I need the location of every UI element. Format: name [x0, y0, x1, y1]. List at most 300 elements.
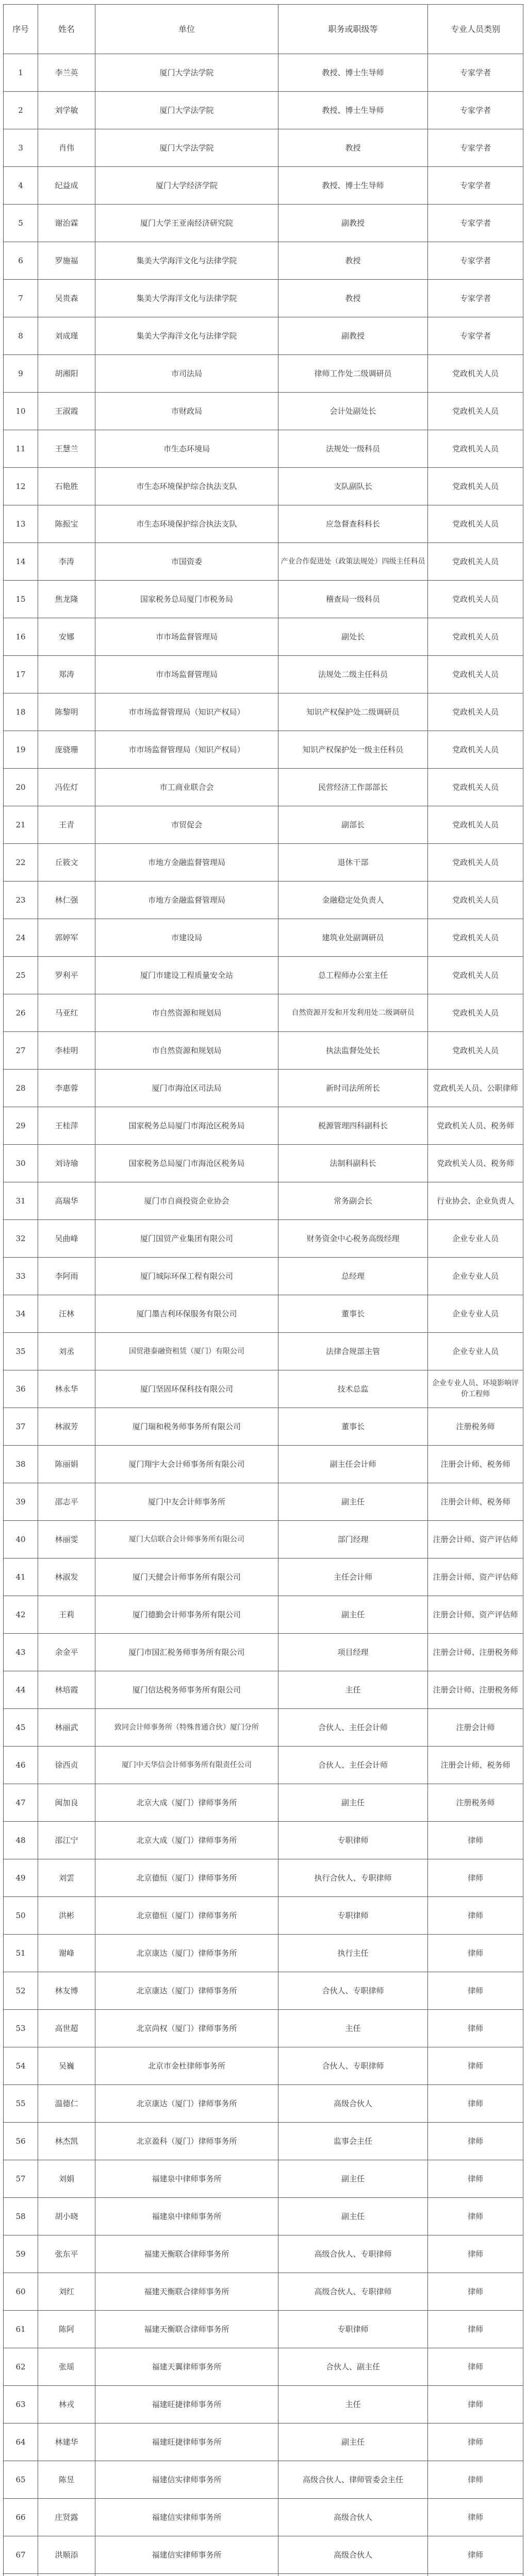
table-row [4, 919, 523, 957]
position-cell: 税源管理四科副科长 [278, 1107, 428, 1145]
table-row [4, 2160, 523, 2198]
category-cell: 党政机关人员 [428, 844, 523, 882]
serial-cell: 47 [4, 1784, 38, 1822]
name-cell: 林丽武 [38, 1709, 95, 1747]
name-cell: 吴曲峰 [38, 1220, 95, 1258]
unit-cell: 北京尚权（厦门）律师事务所 [95, 2010, 278, 2047]
name-cell: 邵江宁 [38, 1822, 95, 1859]
table-row [4, 1446, 523, 1483]
table-row [4, 167, 523, 205]
unit-cell: 北京盈科（厦门）律师事务所 [95, 2123, 278, 2160]
serial-cell: 38 [4, 1446, 38, 1483]
position-cell: 高级合伙人 [278, 2085, 428, 2123]
name-cell: 林淑芳 [38, 1408, 95, 1446]
name-cell: 刘诗瑜 [38, 1145, 95, 1182]
unit-cell: 厦门大学经济学院 [95, 167, 278, 205]
unit-cell: 国贸港泰融资租赁（厦门）有限公司 [95, 1333, 278, 1370]
name-cell: 刘学敏 [38, 92, 95, 129]
name-cell: 林丽雯 [38, 1521, 95, 1558]
category-cell: 律师 [428, 2311, 523, 2348]
position-cell: 主任 [278, 2386, 428, 2424]
unit-cell: 福建信实律师事务所 [95, 2499, 278, 2536]
category-cell: 注册税务师 [428, 1784, 523, 1822]
unit-cell: 北京德恒（厦门）律师事务所 [95, 1897, 278, 1935]
table-row [4, 1145, 523, 1182]
unit-cell: 市司法局 [95, 355, 278, 393]
table-row [4, 2010, 523, 2047]
table-row [4, 2198, 523, 2235]
table-row [4, 1671, 523, 1709]
name-cell: 胡小晓 [38, 2198, 95, 2235]
unit-cell: 集美大学海洋文化与法律学院 [95, 317, 278, 355]
category-cell [428, 2574, 523, 2576]
name-cell: 高世超 [38, 2010, 95, 2047]
category-cell: 专家学者 [428, 205, 523, 242]
serial-cell: 14 [4, 543, 38, 581]
table-row [4, 882, 523, 919]
table-row [4, 844, 523, 882]
category-cell: 专家学者 [428, 280, 523, 317]
serial-cell: 32 [4, 1220, 38, 1258]
unit-cell: 市工商业联合会 [95, 769, 278, 806]
category-cell: 律师 [428, 2273, 523, 2311]
name-cell: 吴巍 [38, 2047, 95, 2085]
name-cell: 安娜 [38, 618, 95, 656]
table-row [4, 2348, 523, 2386]
table-row [4, 2235, 523, 2273]
unit-cell: 厦门中友会计师事务所 [95, 1483, 278, 1521]
table-row [4, 2085, 523, 2123]
serial-cell: 8 [4, 317, 38, 355]
header-name: 姓名 [38, 5, 95, 54]
table-row [4, 280, 523, 317]
serial-cell: 31 [4, 1182, 38, 1220]
serial-cell: 56 [4, 2123, 38, 2160]
position-cell: 合伙人、主任会计师 [278, 1747, 428, 1784]
name-cell: 林仁强 [38, 882, 95, 919]
name-cell: 丘筱文 [38, 844, 95, 882]
category-cell: 律师 [428, 2461, 523, 2499]
unit-cell: 国家税务总局厦门市税务局 [95, 581, 278, 618]
position-cell: 董事长 [278, 1295, 428, 1333]
category-cell: 律师 [428, 2085, 523, 2123]
name-cell: 胡湘阳 [38, 355, 95, 393]
header-row [4, 5, 523, 54]
table-row [4, 806, 523, 844]
position-cell: 新时司法所所长 [278, 1070, 428, 1107]
category-cell: 律师 [428, 1897, 523, 1935]
unit-cell: 福建泉中律师事务所 [95, 2160, 278, 2198]
serial-cell: 64 [4, 2424, 38, 2461]
category-cell: 党政机关人员、税务师 [428, 1145, 523, 1182]
position-cell: 知识产权保护处一级主任科员 [278, 731, 428, 769]
name-cell: 刘娟 [38, 2160, 95, 2198]
table-row [4, 1258, 523, 1295]
category-cell: 党政机关人员 [428, 806, 523, 844]
position-cell: 自然资源开发和开发利用处二级调研员 [278, 994, 428, 1032]
serial-cell: 39 [4, 1483, 38, 1521]
serial-cell: 66 [4, 2499, 38, 2536]
category-cell: 企业专业人员 [428, 1258, 523, 1295]
position-cell: 教授 [278, 280, 428, 317]
unit-cell [95, 2574, 278, 2576]
category-cell: 律师 [428, 2348, 523, 2386]
unit-cell: 福建天衡联合律师事务所 [95, 2273, 278, 2311]
name-cell: 王青 [38, 806, 95, 844]
serial-cell: 35 [4, 1333, 38, 1370]
position-cell: 专职律师 [278, 2311, 428, 2348]
unit-cell: 北京康达（厦门）律师事务所 [95, 2085, 278, 2123]
name-cell: 李兰英 [38, 54, 95, 92]
unit-cell: 厦门市海沧区司法局 [95, 1070, 278, 1107]
position-cell: 执法监督处处长 [278, 1032, 428, 1070]
name-cell: 肖伟 [38, 129, 95, 167]
unit-cell: 市生态环境保护综合执法支队 [95, 505, 278, 543]
table-row [4, 1370, 523, 1408]
position-cell: 合伙人、专职律师 [278, 1972, 428, 2010]
unit-cell: 福建泉中律师事务所 [95, 2198, 278, 2235]
category-cell: 党政机关人员 [428, 355, 523, 393]
position-cell: 执行主任 [278, 1935, 428, 1972]
serial-cell: 20 [4, 769, 38, 806]
category-cell: 企业专业人员、环境影响评价工程师 [428, 1370, 523, 1408]
name-cell: 林培霞 [38, 1671, 95, 1709]
category-cell: 注册会计师、资产评估师 [428, 1558, 523, 1596]
table-row [4, 129, 523, 167]
category-cell: 律师 [428, 2424, 523, 2461]
unit-cell: 厦门大学法学院 [95, 129, 278, 167]
name-cell: 马亚红 [38, 994, 95, 1032]
serial-cell: 58 [4, 2198, 38, 2235]
serial-cell [4, 2574, 38, 2576]
category-cell: 党政机关人员、税务师 [428, 1107, 523, 1145]
serial-cell: 1 [4, 54, 38, 92]
unit-cell: 市市场监督管理局（知识产权局） [95, 731, 278, 769]
table-row [4, 1182, 523, 1220]
unit-cell: 厦门坚固环保科技有限公司 [95, 1370, 278, 1408]
category-cell: 党政机关人员 [428, 1032, 523, 1070]
unit-cell: 福建信实律师事务所 [95, 2461, 278, 2499]
name-cell: 王莉 [38, 1596, 95, 1634]
serial-cell: 52 [4, 1972, 38, 2010]
position-cell: 会计处副处长 [278, 393, 428, 430]
unit-cell: 厦门大学王亚南经济研究院 [95, 205, 278, 242]
unit-cell: 市财政局 [95, 393, 278, 430]
position-cell: 副主任 [278, 2198, 428, 2235]
position-cell: 支队副队长 [278, 468, 428, 505]
serial-cell: 12 [4, 468, 38, 505]
name-cell: 林杰凯 [38, 2123, 95, 2160]
serial-cell: 30 [4, 1145, 38, 1182]
position-cell: 项目经理 [278, 1634, 428, 1671]
name-cell: 冯佐灯 [38, 769, 95, 806]
category-cell: 党政机关人员 [428, 769, 523, 806]
unit-cell: 福建天衡联合律师事务所 [95, 2311, 278, 2348]
name-cell: 罗利平 [38, 957, 95, 994]
unit-cell: 北京康达（厦门）律师事务所 [95, 1972, 278, 2010]
position-cell: 财务资金中心税务高级经理 [278, 1220, 428, 1258]
category-cell: 党政机关人员 [428, 505, 523, 543]
position-cell: 法规处一级科员 [278, 430, 428, 468]
position-cell: 副教授 [278, 317, 428, 355]
position-cell: 副部长 [278, 806, 428, 844]
name-cell: 张瑶 [38, 2348, 95, 2386]
table-row [4, 693, 523, 731]
name-cell: 吴贵森 [38, 280, 95, 317]
position-cell: 产业合作促进处（政策法规处）四级主任科员 [278, 543, 428, 581]
table-row [4, 54, 523, 92]
unit-cell: 福建天翼律师事务所 [95, 2348, 278, 2386]
name-cell [38, 2574, 95, 2576]
unit-cell: 市贸促会 [95, 806, 278, 844]
table-row [4, 1070, 523, 1107]
position-cell: 董事长 [278, 1408, 428, 1446]
position-cell: 合伙人、副主任 [278, 2348, 428, 2386]
position-cell: 稽查局一级科员 [278, 581, 428, 618]
category-cell: 党政机关人员 [428, 731, 523, 769]
serial-cell: 28 [4, 1070, 38, 1107]
serial-cell: 42 [4, 1596, 38, 1634]
serial-cell: 19 [4, 731, 38, 769]
name-cell: 张东平 [38, 2235, 95, 2273]
serial-cell: 33 [4, 1258, 38, 1295]
table-row [4, 1333, 523, 1370]
name-cell: 洪彬 [38, 1897, 95, 1935]
unit-cell: 国家税务总局厦门市海沧区税务局 [95, 1107, 278, 1145]
table-row [4, 1859, 523, 1897]
position-cell: 部门经理 [278, 1521, 428, 1558]
table-row [4, 1935, 523, 1972]
table-row [4, 242, 523, 280]
category-cell: 党政机关人员 [428, 393, 523, 430]
serial-cell: 23 [4, 882, 38, 919]
table-row [4, 1897, 523, 1935]
header-unit: 单位 [95, 5, 278, 54]
serial-cell: 34 [4, 1295, 38, 1333]
category-cell: 律师 [428, 1935, 523, 1972]
serial-cell: 45 [4, 1709, 38, 1747]
serial-cell: 3 [4, 129, 38, 167]
position-cell: 副主任 [278, 2424, 428, 2461]
table-row [4, 2273, 523, 2311]
category-cell: 专家学者 [428, 92, 523, 129]
unit-cell: 福建信实律师事务所 [95, 2536, 278, 2574]
table-row [4, 2536, 523, 2574]
name-cell: 纪益成 [38, 167, 95, 205]
serial-cell: 43 [4, 1634, 38, 1671]
serial-cell: 16 [4, 618, 38, 656]
serial-cell: 55 [4, 2085, 38, 2123]
serial-cell: 57 [4, 2160, 38, 2198]
category-cell: 专家学者 [428, 129, 523, 167]
table-row [4, 2386, 523, 2424]
category-cell: 注册会计师、税务师 [428, 1446, 523, 1483]
unit-cell: 厦门大信联合会计师事务所有限公司 [95, 1521, 278, 1558]
position-cell: 高级合伙人、律师管委会主任 [278, 2461, 428, 2499]
serial-cell: 4 [4, 167, 38, 205]
category-cell: 专家学者 [428, 167, 523, 205]
category-cell: 党政机关人员 [428, 618, 523, 656]
serial-cell: 11 [4, 430, 38, 468]
name-cell: 陈阿 [38, 2311, 95, 2348]
position-cell: 法规处二级主任科员 [278, 656, 428, 693]
serial-cell: 41 [4, 1558, 38, 1596]
table-row [4, 1596, 523, 1634]
unit-cell: 厦门国贸产业集团有限公司 [95, 1220, 278, 1258]
serial-cell: 65 [4, 2461, 38, 2499]
name-cell: 汪林 [38, 1295, 95, 1333]
serial-cell: 50 [4, 1897, 38, 1935]
table-row [4, 1822, 523, 1859]
unit-cell: 国家税务总局厦门市海沧区税务局 [95, 1145, 278, 1182]
unit-cell: 市生态环境局 [95, 430, 278, 468]
position-cell: 高级合伙人 [278, 2499, 428, 2536]
position-cell: 教授、博士生导师 [278, 92, 428, 129]
table-row [4, 581, 523, 618]
table-header [4, 5, 523, 54]
name-cell: 刘雲 [38, 1859, 95, 1897]
position-cell: 副教授 [278, 205, 428, 242]
name-cell: 李涛 [38, 543, 95, 581]
unit-cell: 厦门德勤会计师事务所有限公司 [95, 1596, 278, 1634]
serial-cell: 15 [4, 581, 38, 618]
unit-cell: 北京康达（厦门）律师事务所 [95, 1935, 278, 1972]
category-cell: 党政机关人员 [428, 919, 523, 957]
category-cell: 律师 [428, 2160, 523, 2198]
unit-cell: 厦门翔宇大会计师事务所有限公司 [95, 1446, 278, 1483]
position-cell: 教授、博士生导师 [278, 54, 428, 92]
position-cell: 建筑业处副调研员 [278, 919, 428, 957]
serial-cell: 59 [4, 2235, 38, 2273]
name-cell: 焦龙隆 [38, 581, 95, 618]
category-cell: 党政机关人员 [428, 543, 523, 581]
category-cell: 企业专业人员 [428, 1295, 523, 1333]
serial-cell: 25 [4, 957, 38, 994]
table-row [4, 92, 523, 129]
table-row [4, 1408, 523, 1446]
position-cell: 副主任会计师 [278, 1446, 428, 1483]
position-cell: 副处长 [278, 618, 428, 656]
serial-cell: 49 [4, 1859, 38, 1897]
serial-cell: 40 [4, 1521, 38, 1558]
category-cell: 党政机关人员 [428, 957, 523, 994]
category-cell: 律师 [428, 1822, 523, 1859]
table-row [4, 1634, 523, 1671]
table-row [4, 2424, 523, 2461]
name-cell: 庄贤露 [38, 2499, 95, 2536]
position-cell: 技术总监 [278, 1370, 428, 1408]
category-cell: 律师 [428, 2198, 523, 2235]
serial-cell: 27 [4, 1032, 38, 1070]
unit-cell: 厦门市建设工程质量安全站 [95, 957, 278, 994]
position-cell: 教授 [278, 242, 428, 280]
position-cell: 监事会主任 [278, 2123, 428, 2160]
name-cell: 陈昱 [38, 2461, 95, 2499]
name-cell: 刘成瑾 [38, 317, 95, 355]
table-body [4, 54, 523, 2576]
category-cell: 律师 [428, 2047, 523, 2085]
name-cell: 李惠蓉 [38, 1070, 95, 1107]
name-cell: 王淑霞 [38, 393, 95, 430]
unit-cell: 厦门市自商投资企业协会 [95, 1182, 278, 1220]
unit-cell: 北京市金杜律师事务所 [95, 2047, 278, 2085]
position-cell: 专职律师 [278, 1822, 428, 1859]
name-cell: 陈丽娟 [38, 1446, 95, 1483]
category-cell: 党政机关人员 [428, 468, 523, 505]
unit-cell: 福建天衡联合律师事务所 [95, 2235, 278, 2273]
unit-cell: 市市场监督管理局（知识产权局） [95, 693, 278, 731]
name-cell: 林建华 [38, 2424, 95, 2461]
name-cell: 徐西贞 [38, 1747, 95, 1784]
table-row [4, 1032, 523, 1070]
serial-cell: 17 [4, 656, 38, 693]
table-row [4, 2123, 523, 2160]
position-cell: 法制科副科长 [278, 1145, 428, 1182]
name-cell: 温德仁 [38, 2085, 95, 2123]
position-cell: 主任 [278, 2010, 428, 2047]
position-cell: 副主任 [278, 1784, 428, 1822]
category-cell: 律师 [428, 2386, 523, 2424]
table-row [4, 2311, 523, 2348]
table-row [4, 1107, 523, 1145]
name-cell: 洪顺添 [38, 2536, 95, 2574]
name-cell: 李阿雨 [38, 1258, 95, 1295]
name-cell: 刘红 [38, 2273, 95, 2311]
table-row [4, 618, 523, 656]
serial-cell: 22 [4, 844, 38, 882]
table-row [4, 2047, 523, 2085]
category-cell: 注册会计师、资产评估师 [428, 1521, 523, 1558]
position-cell: 副主任 [278, 1483, 428, 1521]
table-row [4, 1709, 523, 1747]
serial-cell: 9 [4, 355, 38, 393]
unit-cell: 集美大学海洋文化与法律学院 [95, 242, 278, 280]
serial-cell: 67 [4, 2536, 38, 2574]
unit-cell: 北京大成（厦门）律师事务所 [95, 1784, 278, 1822]
position-cell: 合伙人、主任会计师 [278, 1709, 428, 1747]
name-cell: 闽加良 [38, 1784, 95, 1822]
name-cell: 郑涛 [38, 656, 95, 693]
category-cell: 注册会计师、税务师 [428, 1483, 523, 1521]
unit-cell: 市建设局 [95, 919, 278, 957]
table-row [4, 994, 523, 1032]
name-cell: 高瑞华 [38, 1182, 95, 1220]
position-cell: 总经理 [278, 1258, 428, 1295]
category-cell: 注册会计师、注册税务师 [428, 1634, 523, 1671]
table-row [4, 1220, 523, 1258]
serial-cell: 36 [4, 1370, 38, 1408]
unit-cell: 市自然资源和规划局 [95, 1032, 278, 1070]
header-category: 专业人员类别 [428, 5, 523, 54]
header-position: 职务或职级等 [278, 5, 428, 54]
name-cell: 陈振宝 [38, 505, 95, 543]
category-cell: 党政机关人员 [428, 994, 523, 1032]
name-cell: 李桂明 [38, 1032, 95, 1070]
unit-cell: 市自然资源和规划局 [95, 994, 278, 1032]
position-cell: 教授 [278, 129, 428, 167]
unit-cell: 厦门天健会计师事务所有限公司 [95, 1558, 278, 1596]
table-row [4, 1483, 523, 1521]
unit-cell: 市地方金融监督管理局 [95, 882, 278, 919]
name-cell: 庞骁珊 [38, 731, 95, 769]
table-row [4, 2461, 523, 2499]
unit-cell: 致同会计师事务所（特殊普通合伙）厦门分所 [95, 1709, 278, 1747]
serial-cell: 24 [4, 919, 38, 957]
table-row [4, 505, 523, 543]
name-cell: 谢治霖 [38, 205, 95, 242]
position-cell: 金融稳定处负责人 [278, 882, 428, 919]
serial-cell: 63 [4, 2386, 38, 2424]
